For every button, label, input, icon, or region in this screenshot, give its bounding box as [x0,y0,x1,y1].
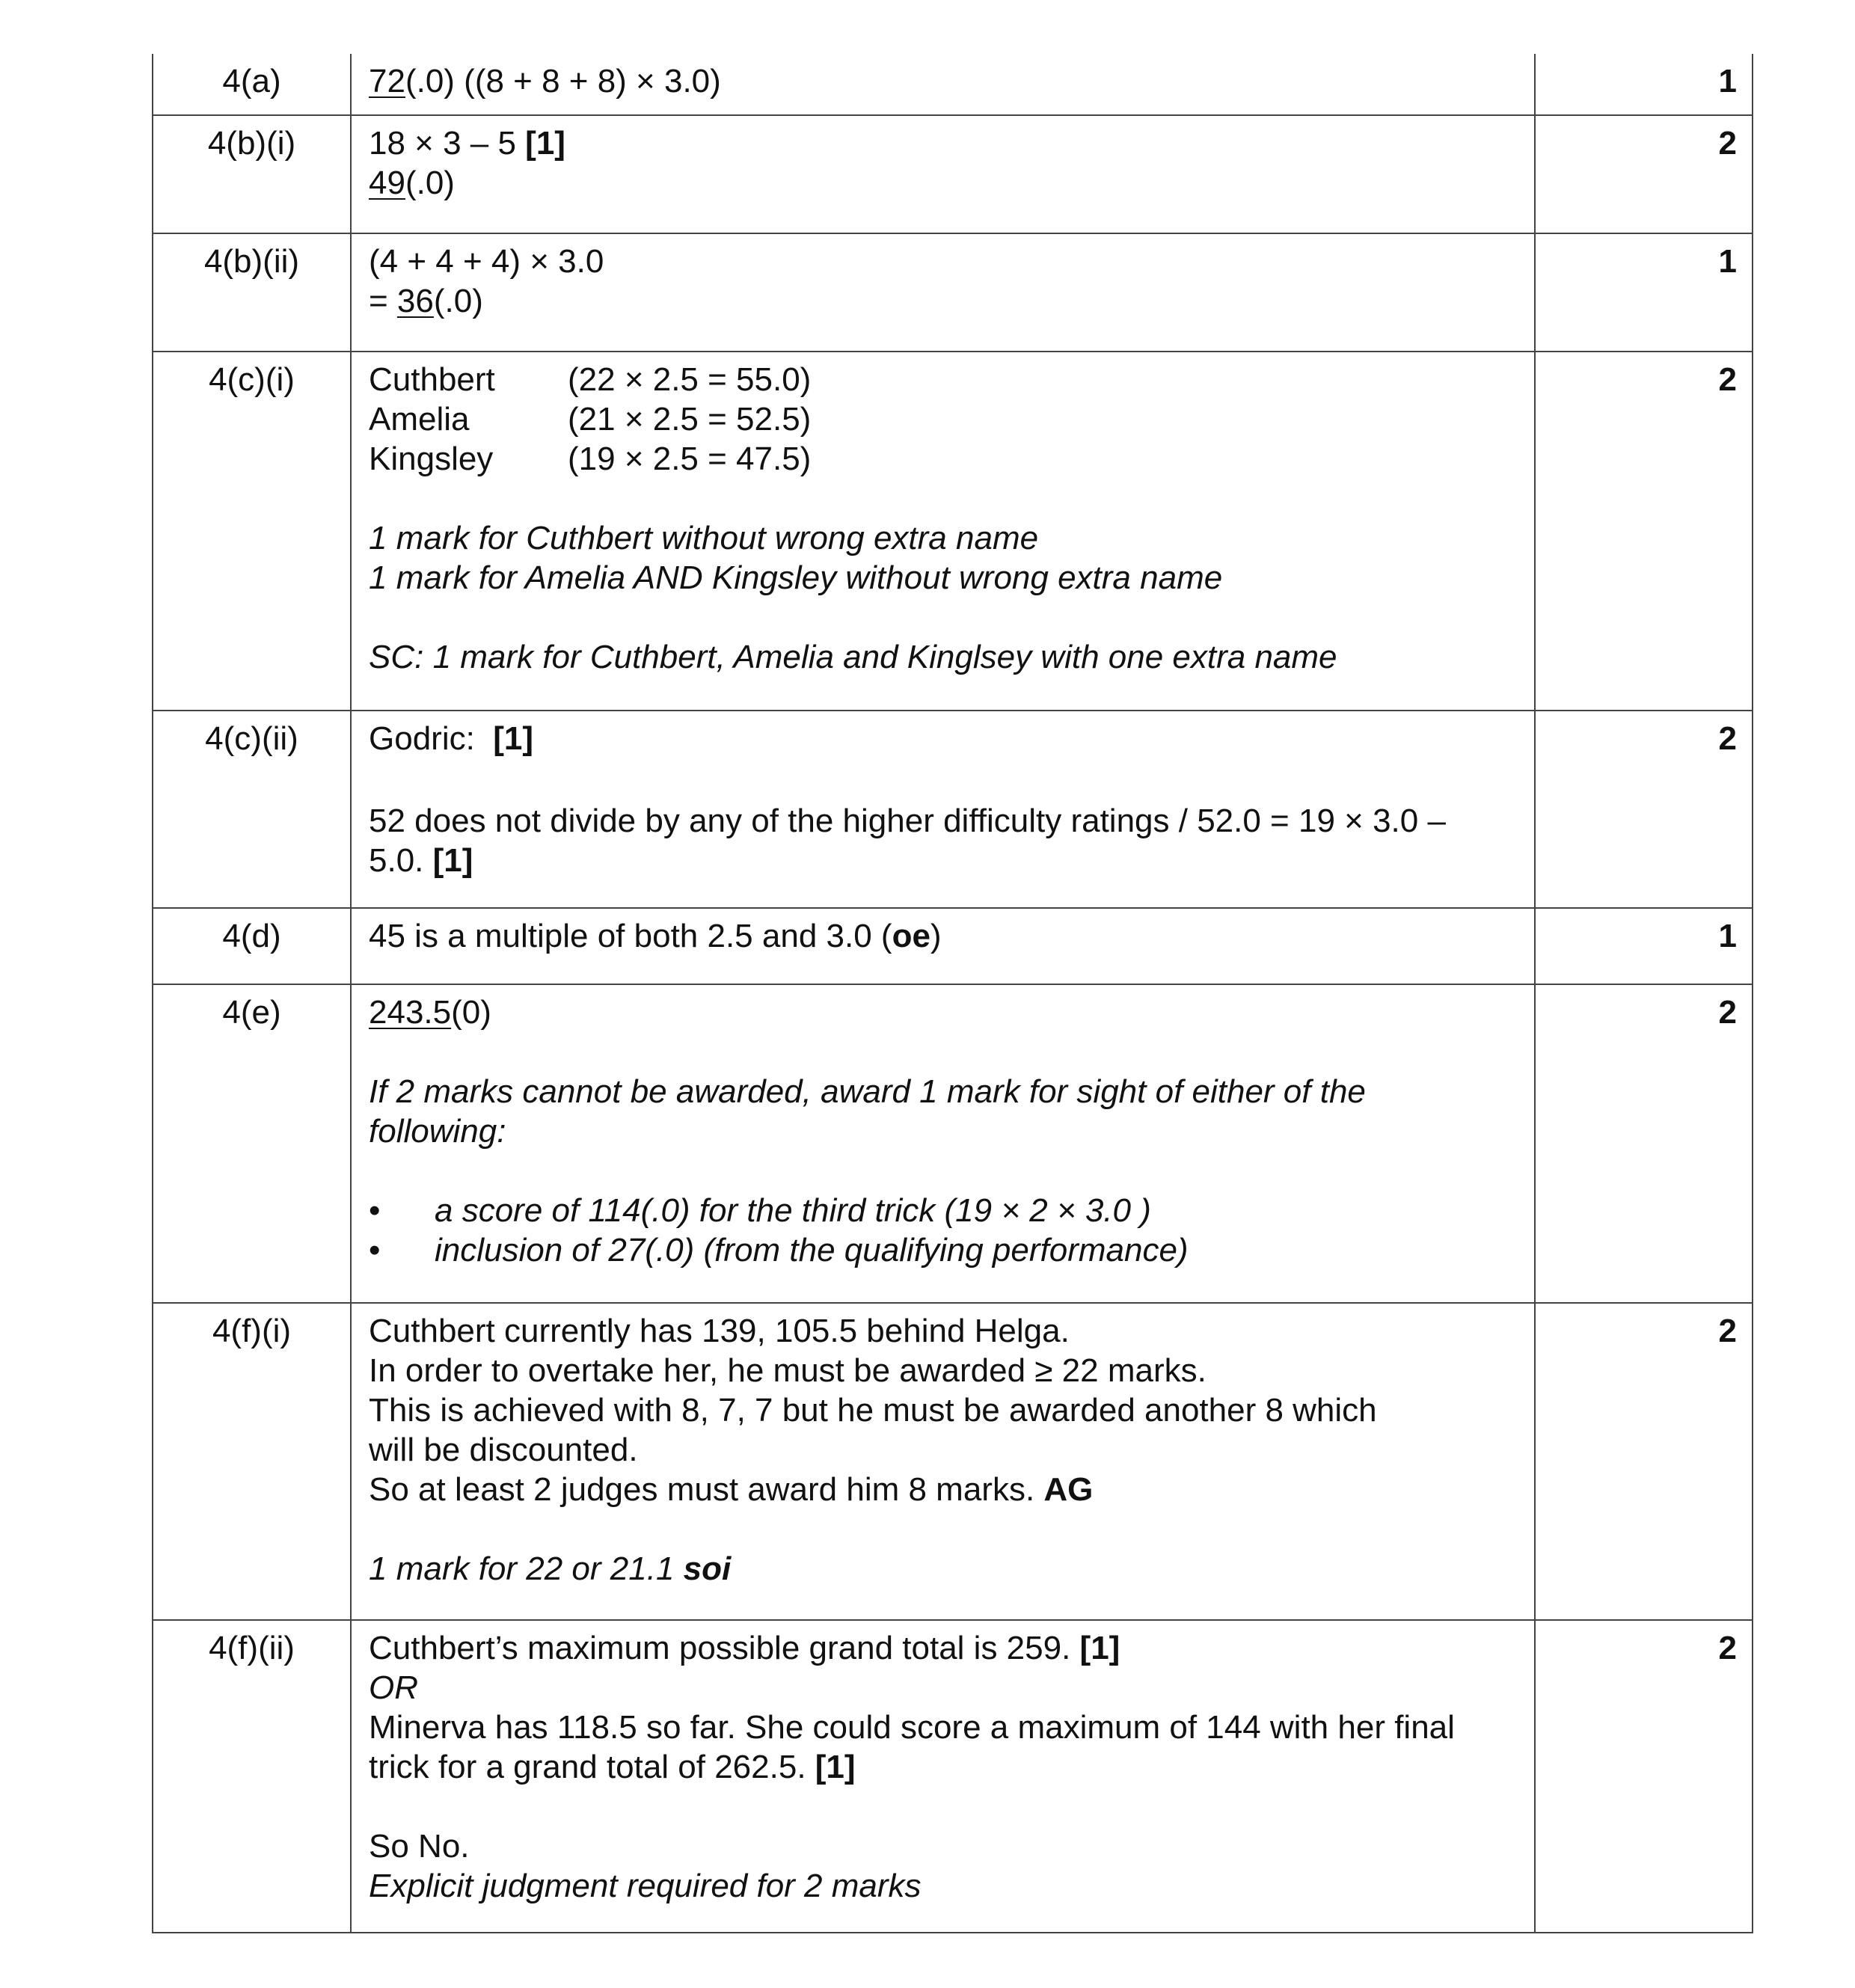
marks-value: 2 [1535,984,1753,1303]
answer-value: 243.5 [369,994,452,1031]
answer-value: 49 [369,165,405,201]
answer-prefix: = [369,283,397,319]
marking-note [369,1549,1519,1589]
answer-cell [351,1620,1535,1933]
answer-cell [351,54,1535,115]
table-row [153,908,1753,984]
marks-value: 1 [1535,54,1753,115]
question-number: 4(f)(i) [153,1303,351,1620]
answer-working: 45 is a multiple of both 2.5 and 3.0 ( [369,918,892,954]
marks-value: 2 [1535,352,1753,711]
answer-working: (.0) ((8 + 8 + 8) × 3.0) [405,63,721,99]
answer-working: 18 × 3 – 5 [369,125,526,162]
answer-line [369,281,1519,321]
answer-line: In order to overtake her, he must be awarded ≥ 22 marks. [369,1352,1206,1389]
answer-line [369,163,1519,203]
answer-cell [351,711,1535,908]
competitor-name: Cuthbert [369,361,495,398]
answer-working: Godric: [369,720,494,757]
mark-tag: [1] [525,125,565,162]
marks-value: 2 [1535,1303,1753,1620]
answer-line: Minerva has 118.5 so far. She could score a maximum of 144 with her final [369,1709,1455,1746]
answer-working: trick for a grand total of 262.5. [369,1749,815,1785]
answer-value: 36 [396,283,434,319]
answer-value: 72 [369,63,405,99]
answer-line: Cuthbert currently has 139, 105.5 behind Helga. [369,1313,1070,1349]
answer-line: 52 does not divide by any of the higher difficulty ratings / 52.0 = 19 × 3.0 – [369,803,1446,839]
name-line [369,360,1519,399]
name-line [369,399,1519,439]
answer-line: (4 + 4 + 4) × 3.0 [369,243,604,280]
mark-scheme-table [152,54,1753,1933]
answer-suffix: (.0) [433,283,483,319]
score-calc: (22 × 2.5 = 55.0) [568,361,812,398]
list-item: • a score of 114(.0) for the third trick (19 × 2 × 3.0 ) [369,1191,1519,1230]
answer-cell [351,352,1535,711]
table-row [153,984,1753,1303]
table-row [153,233,1753,352]
answer-line: So No. [369,1828,470,1865]
answer-suffix: (0) [451,994,491,1031]
marking-note: If 2 marks cannot be awarded, award 1 mark for sight of either of the [369,1073,1366,1110]
table-row [153,115,1753,233]
answer-line [369,1628,1519,1668]
answer-line [369,1470,1519,1509]
mark-tag: [1] [432,842,473,879]
answer-line [369,993,1519,1032]
marks-value: 2 [1535,115,1753,233]
competitor-name: Kingsley [369,441,494,477]
special-case-note: SC: 1 mark for Cuthbert, Amelia and Kinglsey with one extra name [369,639,1337,675]
answer-cell [351,1303,1535,1620]
marks-value: 1 [1535,908,1753,984]
question-number: 4(f)(ii) [153,1620,351,1933]
competitor-name: Amelia [369,401,470,438]
list-item: • inclusion of 27(.0) (from the qualifying performance) [369,1230,1519,1270]
answer-line [369,841,1519,880]
question-number: 4(c)(ii) [153,711,351,908]
answer-cell [351,908,1535,984]
oe-tag: oe [892,918,930,954]
table-row [153,1620,1753,1933]
question-number: 4(e) [153,984,351,1303]
answer-cell [351,233,1535,352]
answer-line [369,61,1519,101]
marking-note: Explicit judgment required for 2 marks [369,1868,922,1904]
answer-line [369,719,1519,758]
marks-value: 2 [1535,1620,1753,1933]
answer-suffix: ) [930,918,942,954]
question-number: 4(b)(ii) [153,233,351,352]
table-row [153,54,1753,115]
answer-line: This is achieved with 8, 7, 7 but he must be awarded another 8 which [369,1392,1377,1429]
question-number: 4(d) [153,908,351,984]
answer-line [369,1747,1519,1787]
marking-note: 1 mark for Amelia AND Kingsley without wrong extra name [369,559,1223,596]
mark-tag: [1] [1079,1630,1120,1666]
answer-suffix: (.0) [405,165,455,201]
mark-tag: [1] [493,720,534,757]
soi-tag: soi [683,1550,732,1587]
answer-working: 5.0. [369,842,433,879]
answer-line [369,916,1519,956]
question-number: 4(b)(i) [153,115,351,233]
answer-working: Cuthbert’s maximum possible grand total is 259. [369,1630,1080,1666]
bullet-list [369,1191,1519,1270]
marks-value: 1 [1535,233,1753,352]
answer-line: will be discounted. [369,1432,638,1468]
answer-cell [351,115,1535,233]
mark-tag: [1] [815,1749,856,1785]
marking-note: following: [369,1113,506,1150]
score-calc: (19 × 2.5 = 47.5) [568,441,812,477]
table-row [153,711,1753,908]
score-calc: (21 × 2.5 = 52.5) [568,401,812,438]
or-label: OR [369,1669,418,1706]
name-line [369,439,1519,479]
marks-value: 2 [1535,711,1753,908]
marking-note-text: 1 mark for 22 or 21.1 [369,1550,684,1587]
question-number: 4(a) [153,54,351,115]
answer-working: So at least 2 judges must award him 8 marks. [369,1471,1044,1508]
answer-cell [351,984,1535,1303]
ag-tag: AG [1043,1471,1094,1508]
table-row [153,1303,1753,1620]
question-number: 4(c)(i) [153,352,351,711]
marking-note: 1 mark for Cuthbert without wrong extra name [369,520,1039,556]
answer-line [369,123,1519,163]
table-row [153,352,1753,711]
